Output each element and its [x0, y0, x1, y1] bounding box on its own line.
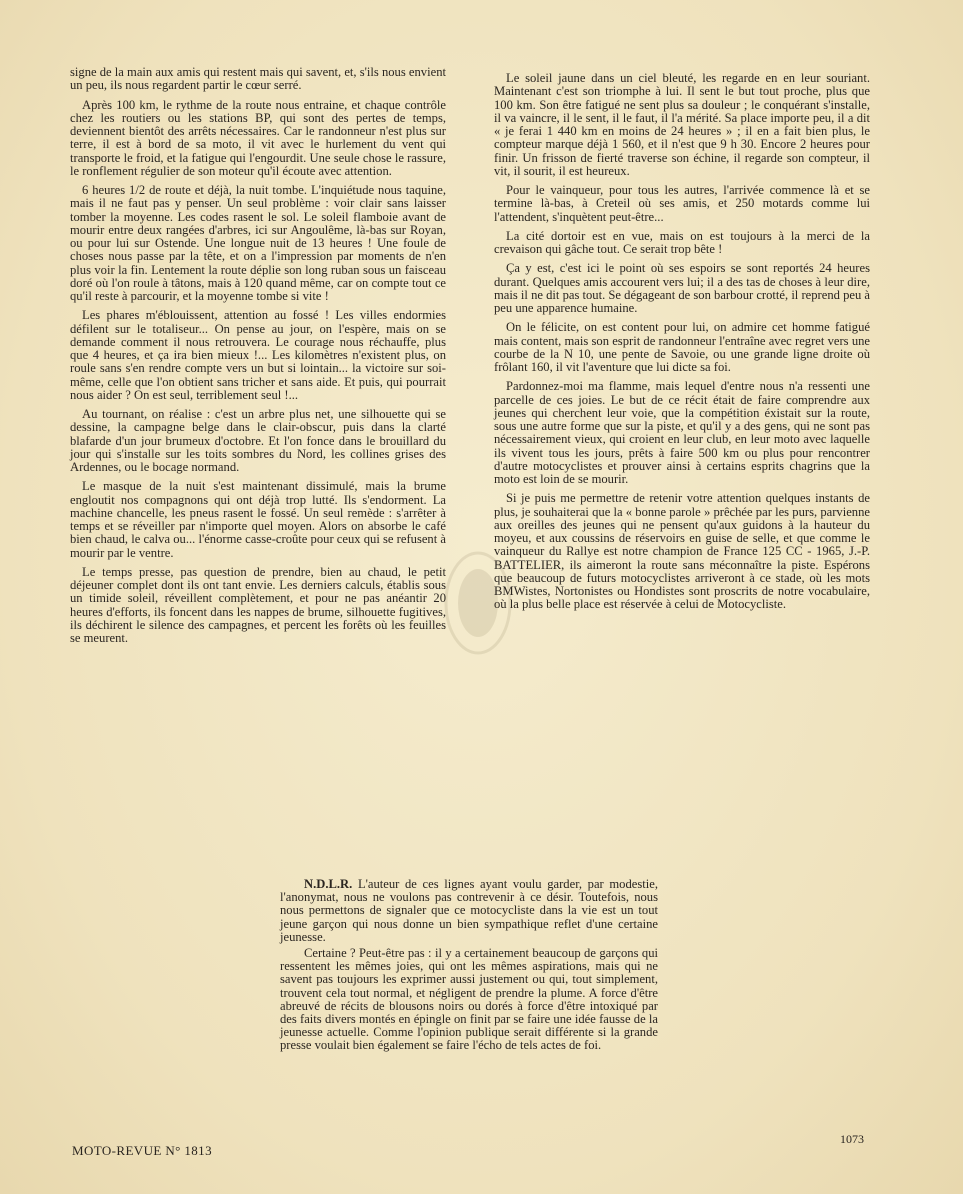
editor-note-paragraph — [280, 878, 658, 944]
article-paragraph: Le masque de la nuit s'est maintenant dissimulé, mais la brume engloutit nos compagnons qui ont déjà trop lutté. Ils s'endorment. La machine chancelle, les pneus rasent le fossé. Un seul remède : s'arrêter à temps et se réveiller par n'importe quel moyen. Alors on absorbe le café bien chaud, le calva ou... l'énorme casse-croûte pour ceux qui se refusent à mourir par le ventre. — [70, 479, 446, 560]
article-paragraph: Le soleil jaune dans un ciel bleuté, les regarde en en leur souriant. Maintenant c'est son triomphe à lui. Il sent le but tout proche, plus que 100 km. Son être fatigué ne sent plus sa douleur ; le conquérant s'installe, il va vaincre, il le sent, il le faut, il l'a mérité. Sa place importe peu, il a dit « je ferai 1 440 km en moins de 24 heures » ; il en a fait bien plus, le compteur marque déjà 1 560, et il n'est que 9 h 30. Encore 2 heures pour finir. Un frisson de fierté traverse son échine, il regarde son compteur, il vit, il sourit, il est heureux. — [494, 71, 870, 178]
page-number: 1073 — [840, 1132, 864, 1146]
article-paragraph: On le félicite, on est content pour lui, on admire cet homme fatigué mais content, mais son esprit de randonneur l'entraîne avec regret vers une courbe de la N 10, une pente de Savoie, ou une grande ligne droite où frôlant 160, il vit l'aventure que lui dicte sa foi. — [494, 320, 870, 374]
article-paragraph: Pour le vainqueur, pour tous les autres, l'arrivée commence là et se termine là-bas, à Creteil où ses amis, et 250 motards comme lui l'attendent, s'inquètent peut-être... — [494, 183, 870, 224]
article-paragraph: Les phares m'éblouissent, attention au fossé ! Les villes endormies défilent sur le totaliseur... On pense au jour, on l'espère, mais on se demande comment il nous retrouvera. Le courage nous réchauffe, plus que 4 heures, et ça ira bien mieux !... Les kilomètres n'existent plus, on roule sans s'en rendre compte vers un but si lointain... la victoire sur soi-même, celle que l'on obtient sans tricher et sans aide. Et puis, qui pourrait nous aider ? On est seul, terriblement seul !... — [70, 308, 446, 402]
editor-note-paragraph: Certaine ? Peut-être pas : il y a certainement beaucoup de garçons qui ressentent les mêmes joies, qui ont les mêmes aspirations, mais qui ne savent pas toujours les exprimer aussi justement ou qui, tout simplement, trouvent cela tout normal, et négligent de prendre la plume. A force d'être abreuvé de récits de blousons noirs ou dorés à force d'être intoxiqué par des faits divers montés en épingle on finit par se faire une idée fausse de la jeunesse actuelle. Comme l'opinion publique serait différente si la grande presse voulait bien également se faire l'écho de tels actes de foi. — [280, 946, 658, 1053]
editor-note — [280, 878, 658, 1056]
editor-note-label: N.D.L.R. — [304, 877, 353, 891]
publication-footer: MOTO-REVUE N° 1813 — [72, 1143, 212, 1158]
article-paragraph: Le temps presse, pas question de prendre, bien au chaud, le petit déjeuner complet dont ils ont tant envie. Les derniers calculs, établis sous un timide soleil, réveillent complètement, et pour ne pas anéantir 20 heures d'efforts, ils foncent dans les nappes de brume, silhouette fugitives, ils déchirent le silence des campagnes, et percent les forêts où les feuilles se meurent. — [70, 564, 446, 645]
article-paragraph: signe de la main aux amis qui restent mais qui savent, et, s'ils nous envient un peu, ils nous regardent partir le cœur serré. — [70, 65, 446, 93]
article-right-column — [494, 72, 870, 618]
article-paragraph: 6 heures 1/2 de route et déjà, la nuit tombe. L'inquiétude nous taquine, mais il ne faut pas y penser. Un seul problème : voir clair sans laisser tomber la moyenne. Les codes rasent le sol. Le soleil flamboie avant de mourir entre deux rangées d'arbres, ici sur Angoulême, là-bas sur Royan, ou pour lui sur Ostende. Une longue nuit de 13 heures ! Une foule de choses nous passe par la tête, et on a l'impression par moments de n'en plus voir la fin. Lentement la route déplie son long ruban sous un faisceau doré où l'on roule à tâtons, mais à 120 quand même, car on compte tout ce qu'il reste à parcourir, et la moyenne tombe si vite ! — [70, 183, 446, 303]
article-paragraph: Si je puis me permettre de retenir votre attention quelques instants de plus, je souhaiterai que la « bonne parole » prêchée par les purs, parvienne aux oreilles des jeunes qui ne pensent qu'aux guidons à la hauteur du moyeu, et aux coussins de réservoirs en guise de selle, et que comme le vainqueur du Rallye est notre champion de France 125 CC - 1965, J.-P. BATTELIER, ils aimeront la route sans méconnaître la piste. Espérons que beaucoup de futurs motocyclistes arriveront à ce stade, où les mots BMWistes, Nortonistes ou Hondistes sont proscrits de notre vocabulaire, où la plus belle place est réservée à celui de Motocycliste. — [494, 491, 870, 612]
editor-note-text: L'auteur de ces lignes ayant voulu garder, par modestie, l'anonymat, nous ne voulons pas contrevenir à ce désir. Toutefois, nous nous permettons de signaler que ce motocycliste dans la vie est un tout jeune garçon qui nous donne un bien sympathique reflet d'une certaine jeunesse. — [280, 877, 659, 944]
article-paragraph: Ça y est, c'est ici le point où ses espoirs se sont reportés 24 heures durant. Quelques amis accourent vers lui; il a des tas de choses à leur dire, mais il ne dit pas tout. Se dégageant de son barbour crotté, il reprend peu à peu une apparence humaine. — [494, 261, 870, 315]
article-paragraph: Après 100 km, le rythme de la route nous entraine, et chaque contrôle chez les routiers ou les stations BP, qui sont des pertes de temps, deviennent bientôt des arrêts nécessaires. Car le randonneur n'est plus sur terre, il est à bord de sa moto, il vit avec le hurlement du vent qui transporte le froid, et la fatigue qui l'engourdit. Une seule chose le rassure, le ronflement régulier de son moteur qu'il écoute avec attention. — [70, 97, 446, 178]
article-paragraph: Au tournant, on réalise : c'est un arbre plus net, une silhouette qui se dessine, la campagne belge dans le clair-obscur, puis dans la clarté blafarde d'un jour brumeux d'octobre. Et l'on fonce dans le brouillard du jour qui s'installe sur les toits sombres du Nord, les collines grises des Ardennes, ou le bocage normand. — [70, 407, 446, 474]
article-paragraph: Pardonnez-moi ma flamme, mais lequel d'entre nous n'a ressenti une parcelle de ces joies. Le but de ce récit était de faire comprendre aux jeunes qui cherchent leur voie, que la compétition éxistait sur la route, sous une autre forme que sur la piste, et qu'il y a des gens, qui ne sont pas nécessairement vieux, qui croient en leur club, en leur moto avec laquelle ils vivent tous les jours, prêts à faire 500 km ou plus pour rencontrer d'autre motocyclistes et prouver ainsi à certains esprits chagrins que la moto est loin de se mourir. — [494, 379, 870, 486]
article-paragraph: La cité dortoir est en vue, mais on est toujours à la merci de la crevaison qui gâche tout. Ce serait trop bête ! — [494, 228, 870, 256]
article-left-column — [70, 66, 446, 651]
